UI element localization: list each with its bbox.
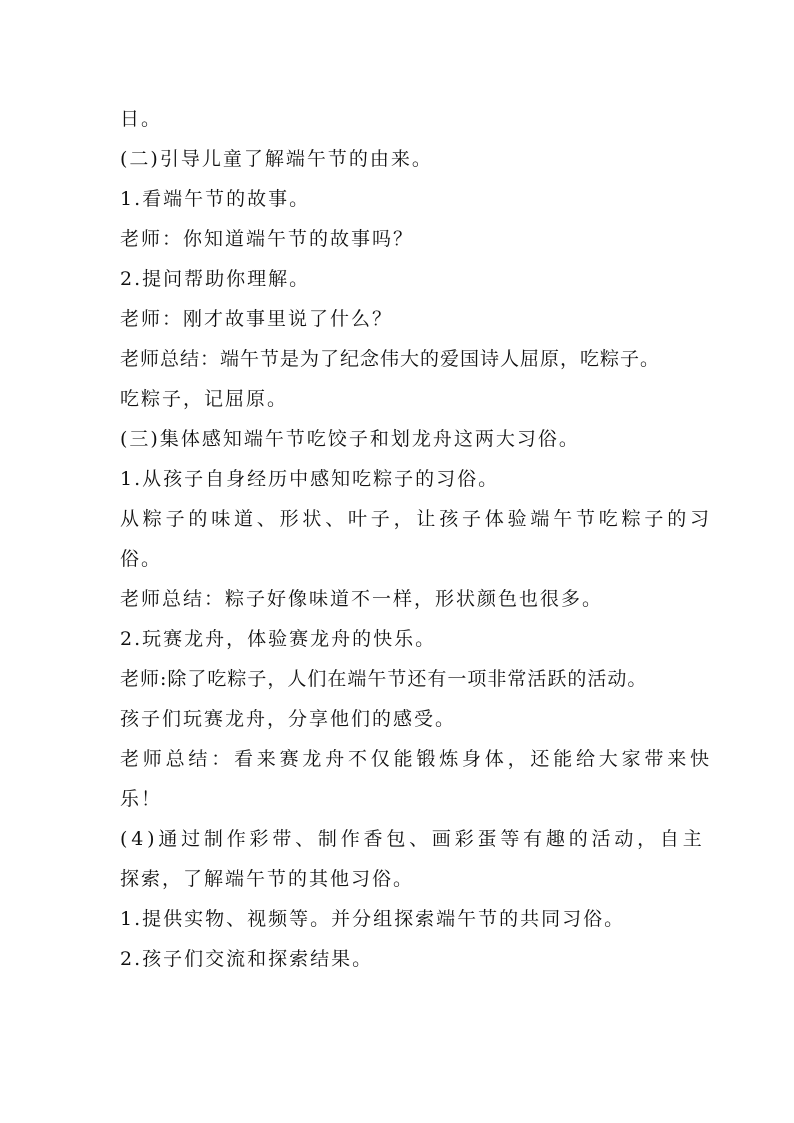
section-heading: (二)引导儿童了解端午节的由来。 (120, 148, 433, 170)
text-line: 探索，了解端午节的其他习俗。 (120, 868, 415, 890)
text-line: 从粽子的味道、形状、叶子，让孩子体验端午节吃粽子的习 (120, 508, 713, 530)
step-item: 2.孩子们交流和探索结果。 (120, 948, 374, 970)
text-line: 乐！ (120, 788, 163, 810)
step-item: 2.玩赛龙舟，体验赛龙舟的快乐。 (120, 628, 437, 650)
text-line: 吃粽子，记屈原。 (120, 388, 289, 410)
teacher-dialogue: 老师:除了吃粽子，人们在端午节还有一项非常活跃的活动。 (120, 668, 648, 690)
text-line: 孩子们玩赛龙舟，分享他们的感受。 (120, 708, 457, 730)
step-item: 1.看端午节的故事。 (120, 188, 311, 210)
teacher-dialogue: 老师：你知道端午节的故事吗？ (120, 228, 415, 250)
step-item: 1.提供实物、视频等。并分组探索端午节的共同习俗。 (120, 908, 626, 930)
document-body (120, 99, 713, 979)
teacher-dialogue: 老师：刚才故事里说了什么？ (120, 308, 394, 330)
teacher-summary: 老师总结：粽子好像味道不一样，形状颜色也很多。 (120, 588, 604, 610)
text-line: 日。 (120, 108, 163, 130)
step-item: 1.从孩子自身经历中感知吃粽子的习俗。 (120, 468, 500, 490)
teacher-summary: 老师总结：看来赛龙舟不仅能锻炼身体，还能给大家带来快 (120, 748, 713, 770)
text-line: 俗。 (120, 548, 163, 570)
teacher-summary: 老师总结：端午节是为了纪念伟大的爱国诗人屈原，吃粽子。 (120, 348, 661, 370)
section-heading: (4)通过制作彩带、制作香包、画彩蛋等有趣的活动，自主 (120, 828, 706, 850)
section-heading: (三)集体感知端午节吃饺子和划龙舟这两大习俗。 (120, 428, 580, 450)
step-item: 2.提问帮助你理解。 (120, 268, 311, 290)
